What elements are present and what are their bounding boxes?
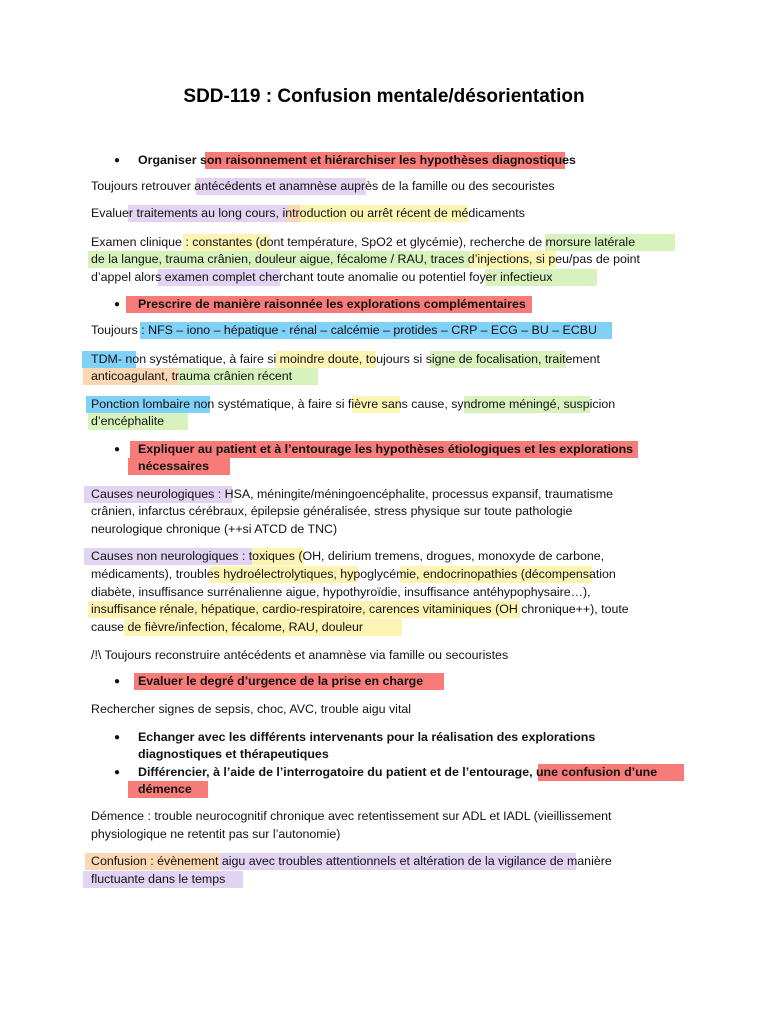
text-line: insuffisance rénale, hépatique, cardio-respiratoire, carences vitaminiques (OH chronique++), toute [91, 602, 629, 616]
text-line: Confusion : évènement aigu avec troubles attentionnels et altération de la vigilance de manière [91, 854, 612, 868]
bullet-icon: ● [114, 676, 121, 687]
text-line: TDM- non systématique, à faire si moindre doute, toujours si signe de focalisation, traitement [91, 352, 600, 366]
text-line: neurologique chronique (++si ATCD de TNC) [91, 522, 338, 536]
page-title: SDD-119 : Confusion mentale/désorientation [183, 86, 585, 107]
bullet-icon: ● [114, 444, 121, 455]
objective-heading: Echanger avec les différents intervenants pour la réalisation des explorations [138, 730, 596, 744]
bullet-icon: ● [114, 732, 121, 743]
text-line: Rechercher signes de sepsis, choc, AVC, trouble aigu vital [91, 702, 412, 716]
text-line: d’encéphalite [91, 414, 165, 428]
text-line: anticoagulant, trauma crânien récent [91, 369, 293, 383]
text-line: Ponction lombaire non systématique, à faire si fièvre sans cause, syndrome méningé, suspicion [91, 397, 616, 411]
text-line: Evaluer traitements au long cours, introduction ou arrêt récent de médicaments [91, 206, 525, 220]
objective-heading: Différencier, à l’aide de l’interrogatoire du patient et de l’entourage, une confusion d’une [138, 765, 658, 779]
objective-heading: diagnostiques et thérapeutiques [138, 747, 329, 761]
text-line: de la langue, trauma crânien, douleur aigue, fécalome / RAU, traces d’injections, si peu/pas de point [91, 252, 640, 266]
text-line: physiologique ne retentit pas sur l’autonomie) [91, 827, 341, 841]
text-line: crânien, infarctus cérébraux, épilepsie généralisée, stress physique sur toute pathologie [91, 504, 573, 518]
text-line: Causes non neurologiques : toxiques (OH, delirium tremens, drogues, monoxyde de carbone, [91, 549, 605, 563]
text-line: diabète, insuffisance surrénalienne aigue, hypothyroïdie, insuffisance antéhypophysaire…), [91, 585, 591, 599]
text-line: Toujours retrouver antécédents et anamnèse auprès de la famille ou des secouristes [91, 179, 555, 193]
text-line: Toujours : NFS – iono – hépatique - rénal – calcémie – protides – CRP – ECG – BU – ECBU [91, 323, 597, 337]
bullet-icon: ● [114, 767, 121, 778]
bullet-icon: ● [114, 299, 121, 310]
text-line: Examen clinique : constantes (dont température, SpO2 et glycémie), recherche de morsure latérale [91, 235, 636, 249]
text-line: médicaments), troubles hydroélectrolytiques, hypoglycémie, endocrinopathies (décompensation [91, 567, 616, 581]
text-line: Démence : trouble neurocognitif chronique avec retentissement sur ADL et IADL (vieillissement [91, 809, 612, 823]
objective-heading: Organiser son raisonnement et hiérarchiser les hypothèses diagnostiques [138, 153, 576, 167]
text-line: fluctuante dans le temps [91, 872, 226, 886]
text-line: cause de fièvre/infection, fécalome, RAU, douleur [91, 620, 364, 634]
text-line: Causes neurologiques : HSA, méningite/méningoencéphalite, processus expansif, traumatisme [91, 487, 614, 501]
objective-heading: Evaluer le degré d’urgence de la prise en charge [138, 674, 424, 688]
objective-heading: Expliquer au patient et à l’entourage les hypothèses étiologiques et les explorations [138, 442, 634, 456]
bullet-icon: ● [114, 155, 121, 166]
objective-heading: nécessaires [138, 459, 209, 473]
objective-heading: démence [138, 782, 192, 796]
text-line: d’appel alors examen complet cherchant toute anomalie ou potentiel foyer infectieux [91, 270, 553, 284]
objective-heading: Prescrire de manière raisonnée les explorations complémentaires [138, 297, 526, 311]
warning-line: /!\ Toujours reconstruire antécédents et anamnèse via famille ou secouristes [91, 648, 509, 662]
